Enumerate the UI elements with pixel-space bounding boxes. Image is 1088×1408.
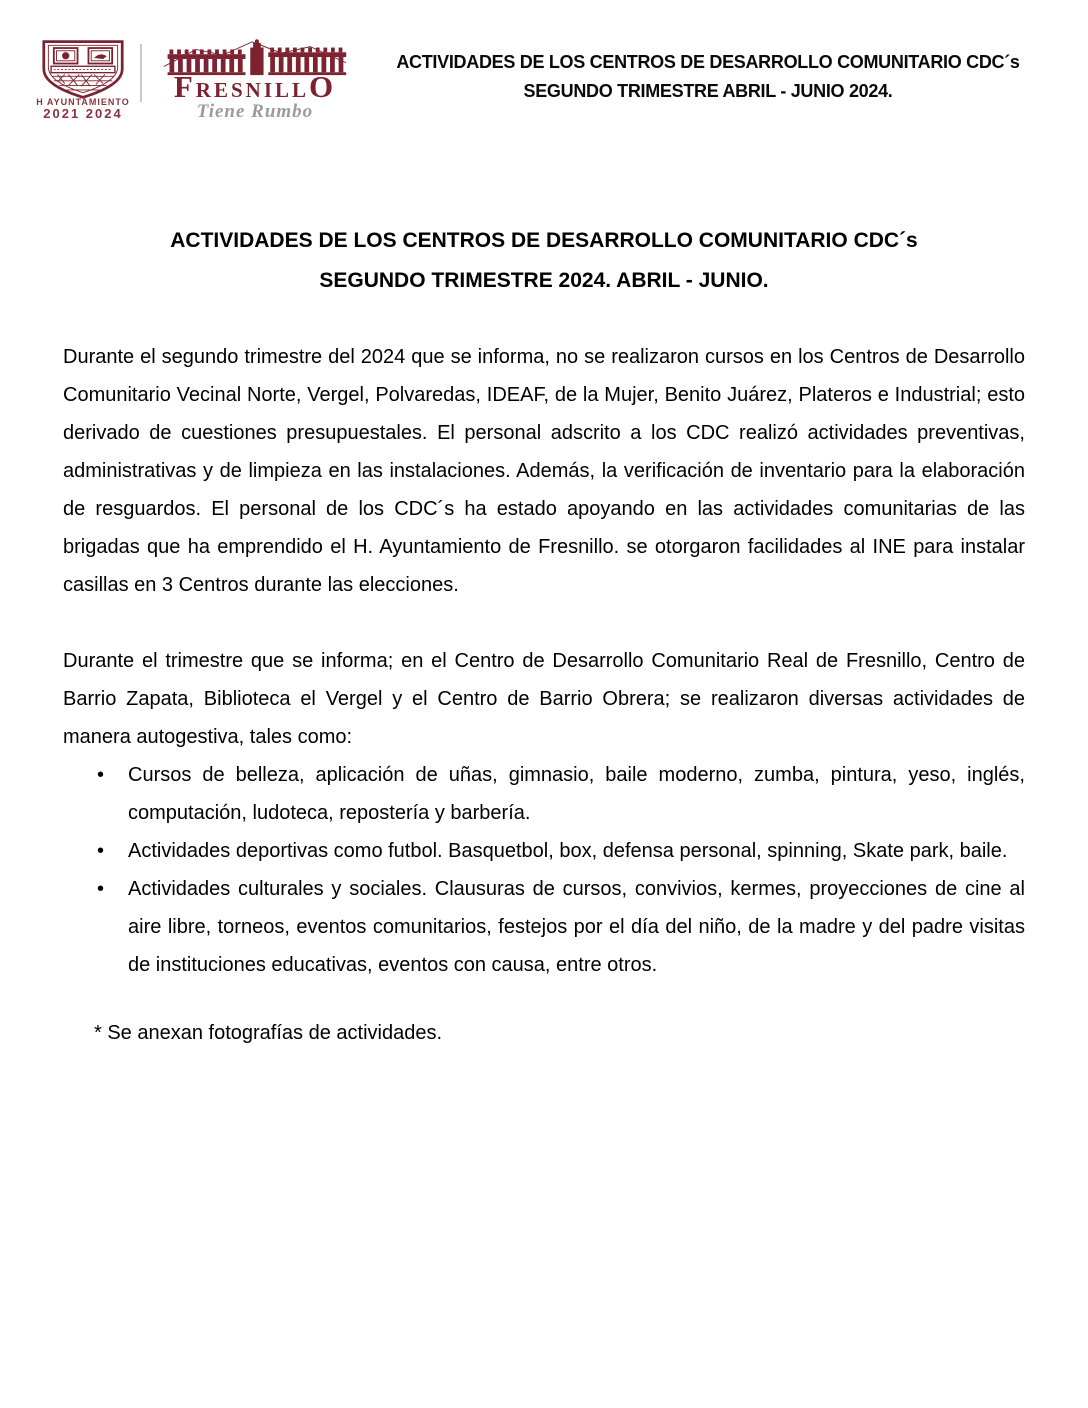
document-body [63, 338, 1025, 1052]
ayuntamiento-shield-logo [30, 38, 136, 120]
page-header [30, 38, 1028, 123]
footnote: * Se anexan fotografías de actividades. [94, 1022, 443, 1044]
header-title [388, 48, 1028, 106]
bullet-icon: • [97, 764, 105, 786]
coat-of-arms-icon [30, 38, 136, 100]
shield-caption-years: 2021 2024 [43, 106, 123, 121]
document-title-line2: SEGUNDO TRIMESTRE 2024. ABRIL - JUNIO. [319, 269, 769, 292]
fresnillo-wordmark: FRESNILLO [173, 69, 337, 104]
paragraph-2: Durante el trimestre que se informa; en el Centro de Desarrollo Comunitario Real de Fresnillo, Centro de Barrio Zapata, Biblioteca el Vergel y el Centro de Barrio Obrera; se realizaron diversas actividades de manera autogestiva, tales como: [63, 650, 1025, 748]
document-title [63, 222, 1025, 300]
list-item [97, 756, 1025, 832]
bullet-icon: • [97, 840, 105, 862]
paragraph-1: Durante el segundo trimestre del 2024 que se informa, no se realizaron cursos en los Centros de Desarrollo Comunitario Vecinal Norte, Vergel, Polvaredas, IDEAF, de la Mujer, Benito Juárez, Plateros e Industrial; esto derivado de cuestiones presupuestales. El personal adscrito a los CDC realizó actividades preventivas, administrativas y de limpieza en las instalaciones. Además, la verificación de inventario para la elaboración de resguardos. El personal de los CDC´s ha estado apoyando en las actividades comunitarias de las brigadas que ha emprendido el H. Ayuntamiento de Fresnillo. se otorgaron facilidades al INE para instalar casillas en 3 Centros durante las elecciones. [63, 346, 1025, 596]
fresnillo-logo [150, 38, 360, 122]
list-item-text: Actividades culturales y sociales. Clausuras de cursos, convivios, kermes, proyecciones de cine al aire libre, torneos, eventos comunitarios, festejos por el día del niño, de la madre y del padre visitas de instituciones educativas, eventos con causa, entre otros. [128, 878, 1025, 976]
activities-bullet-list [63, 756, 1025, 984]
header-title-line1: ACTIVIDADES DE LOS CENTROS DE DESARROLLO COMUNITARIO CDC´s [396, 52, 1020, 72]
shield-caption-ayuntamiento: H AYUNTAMIENTO [36, 97, 130, 107]
list-item [97, 870, 1025, 984]
header-logo-divider [140, 44, 142, 102]
list-item-text: Actividades deportivas como futbol. Basquetbol, box, defensa personal, spinning, Skate park, baile. [128, 840, 1008, 862]
header-title-line2: SEGUNDO TRIMESTRE ABRIL - JUNIO 2024. [523, 81, 893, 101]
fresnillo-tagline: Tiene Rumbo [196, 101, 314, 122]
document-title-line1: ACTIVIDADES DE LOS CENTROS DE DESARROLLO COMUNITARIO CDC´s [170, 229, 918, 252]
list-item [97, 832, 1025, 870]
list-item-text: Cursos de belleza, aplicación de uñas, gimnasio, baile moderno, zumba, pintura, yeso, inglés, computación, ludoteca, repostería y barbería. [128, 764, 1025, 824]
bullet-icon: • [97, 878, 105, 900]
